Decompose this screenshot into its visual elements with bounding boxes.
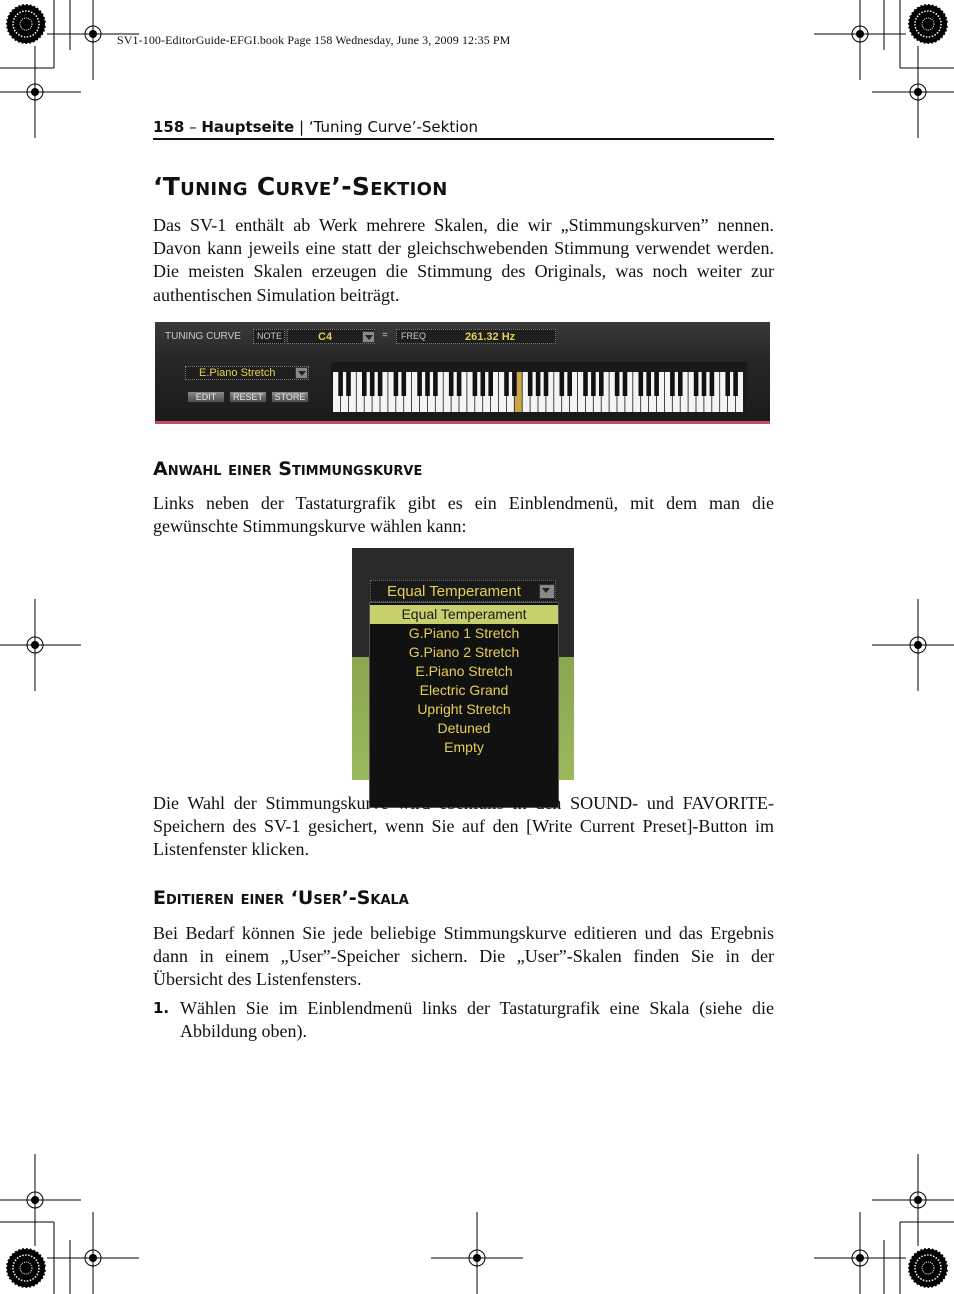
tuning-curve-label: TUNING CURVE <box>165 331 241 342</box>
black-key[interactable] <box>536 372 541 396</box>
page-title: ‘Tuning Curve’-Sektion <box>153 172 448 201</box>
note-dropdown-arrow-icon[interactable] <box>362 331 375 343</box>
black-key[interactable] <box>702 372 707 396</box>
black-key[interactable] <box>733 372 738 396</box>
reset-button[interactable]: RESET <box>229 391 267 403</box>
black-key[interactable] <box>433 372 438 396</box>
black-key[interactable] <box>504 372 509 396</box>
black-key[interactable] <box>694 372 699 396</box>
black-key[interactable] <box>725 372 730 396</box>
black-key[interactable] <box>394 372 399 396</box>
dropdown-option[interactable]: Empty <box>444 739 484 755</box>
header-separator: | <box>294 118 309 136</box>
dropdown-option[interactable]: G.Piano 1 Stretch <box>408 625 520 641</box>
dropdown-arrow-icon[interactable] <box>539 584 555 599</box>
section-name: ‘Tuning Curve’-Sektion <box>308 118 479 136</box>
black-key[interactable] <box>544 372 549 396</box>
intro-paragraph: Das SV-1 enthält ab Werk mehrere Skalen, die wir „Stimmungskurven” nennen. Davon kann jeweils eine statt der gleichschwebenden Stimmung verwendet werden. Die meisten Skalen erzeugen die Stimmung des Originals, was noch weiter zur authentischen Simulation beiträgt. <box>153 215 774 305</box>
black-key[interactable] <box>457 372 462 396</box>
freq-label: FREQ <box>401 331 427 341</box>
page-number: 158 <box>153 118 185 136</box>
keyboard-graphic[interactable] <box>331 362 747 414</box>
select-paragraph: Links neben der Tastaturgrafik gibt es ein Einblendmenü, mit dem man die gewünschte Stimmungskurve wählen kann: <box>153 493 774 537</box>
step-list-item <box>153 997 774 1043</box>
dropdown-option[interactable]: Electric Grand <box>419 682 509 698</box>
black-key[interactable] <box>678 372 683 396</box>
dropdown-option[interactable]: Upright Stretch <box>417 701 511 717</box>
black-key[interactable] <box>710 372 715 396</box>
dropdown-field[interactable] <box>370 580 556 602</box>
black-key[interactable] <box>583 372 588 396</box>
black-key[interactable] <box>449 372 454 396</box>
black-key[interactable] <box>670 372 675 396</box>
chapter-name: Hauptseite <box>201 118 295 136</box>
black-key[interactable] <box>370 372 375 396</box>
black-key[interactable] <box>378 372 383 396</box>
black-key[interactable] <box>425 372 430 396</box>
tuning-curve-dropdown-screenshot <box>352 548 574 780</box>
tuning-curve-value: E.Piano Stretch <box>199 367 276 379</box>
black-key[interactable] <box>528 372 533 396</box>
note-value: C4 <box>318 331 333 343</box>
black-key[interactable] <box>639 372 644 396</box>
print-header: SV1-100-EditorGuide-EFGI.book Page 158 Wednesday, June 3, 2009 12:35 PM <box>117 33 511 47</box>
note-label-box <box>253 329 285 344</box>
black-key[interactable] <box>473 372 478 396</box>
black-key[interactable] <box>481 372 486 396</box>
black-key[interactable] <box>346 372 351 396</box>
equals-sign: = <box>382 330 388 341</box>
black-key[interactable] <box>591 372 596 396</box>
dropdown-current-value: Equal Temperament <box>387 583 521 600</box>
note-field[interactable] <box>287 329 375 344</box>
section-heading-select: Anwahl einer Stimmungskurve <box>153 458 423 480</box>
freq-value: 261.32 Hz <box>465 331 516 343</box>
black-key[interactable] <box>654 372 659 396</box>
black-key[interactable] <box>615 372 620 396</box>
black-key[interactable] <box>646 372 651 396</box>
dropdown-options-list <box>369 602 559 808</box>
dropdown-option[interactable]: G.Piano 2 Stretch <box>408 644 520 660</box>
tuning-curve-select[interactable] <box>185 366 309 380</box>
dropdown-option[interactable]: Equal Temperament <box>370 605 558 624</box>
tuning-curve-panel <box>155 322 770 424</box>
edit-paragraph: Bei Bedarf können Sie jede beliebige Stimmungskurve editieren und das Ergebnis dann in einem „User”-Speicher sichern. Die „User”-Skalen finden Sie in der Übersicht des Listenfensters. <box>153 923 774 990</box>
step-text: Wählen Sie im Einblendmenü links der Tastaturgrafik eine Skala (siehe die Abbildung oben). <box>180 998 774 1042</box>
note-label: NOTE <box>257 331 283 341</box>
freq-field <box>396 329 556 344</box>
curve-dropdown-arrow-icon[interactable] <box>295 367 308 379</box>
black-key[interactable] <box>402 372 407 396</box>
dropdown-option[interactable]: E.Piano Stretch <box>415 663 513 679</box>
black-key[interactable] <box>567 372 572 396</box>
dropdown-option[interactable]: Detuned <box>437 720 491 736</box>
store-button[interactable]: STORE <box>271 391 309 403</box>
black-key[interactable] <box>362 372 367 396</box>
after-dropdown-paragraph: Die Wahl der Stimmungskurve wird ebenfalls in den SOUND- und FAVORITE-Speichern des SV-1 gesichert, wenn Sie auf den [Write Current Preset]-Button im Listenfenster klicken. <box>153 793 774 860</box>
step-number: 1. <box>153 999 170 1017</box>
section-heading-edit: Editieren einer ‘User’-Skala <box>153 887 409 909</box>
black-key[interactable] <box>623 372 628 396</box>
black-key[interactable] <box>488 372 493 396</box>
edit-button[interactable]: EDIT <box>187 391 225 403</box>
black-key[interactable] <box>338 372 343 396</box>
black-key[interactable] <box>512 372 517 396</box>
running-header <box>153 118 774 140</box>
black-key[interactable] <box>417 372 422 396</box>
black-key[interactable] <box>560 372 565 396</box>
header-dash: – <box>184 118 202 136</box>
black-key[interactable] <box>599 372 604 396</box>
